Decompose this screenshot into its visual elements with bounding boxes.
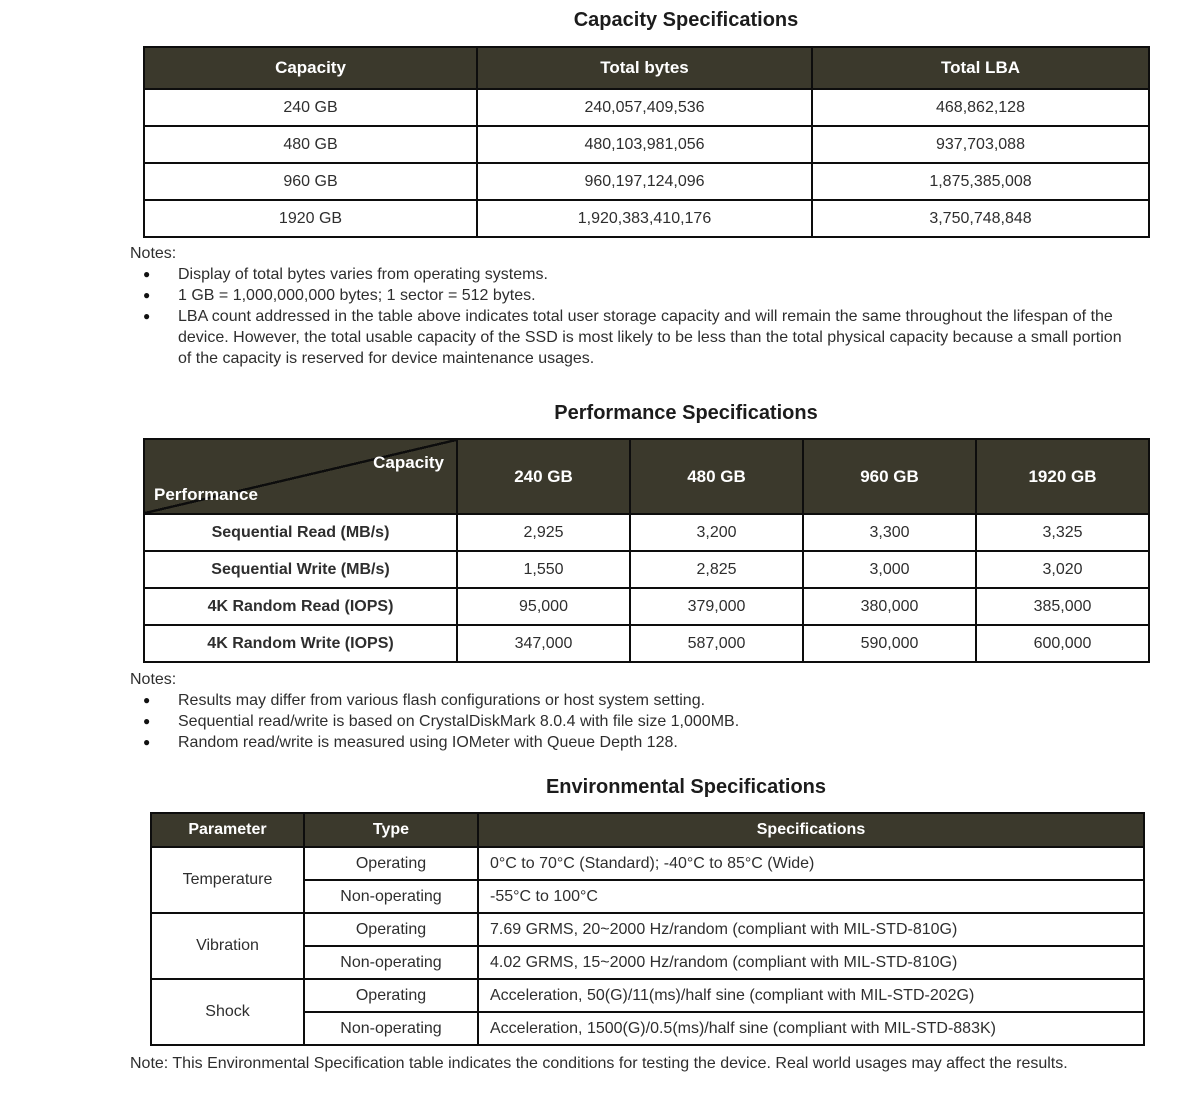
type-cell: Non-operating bbox=[304, 1012, 478, 1045]
type-cell: Non-operating bbox=[304, 880, 478, 913]
capacity-cell: 1920 GB bbox=[144, 200, 477, 237]
bullet-icon: ● bbox=[143, 714, 151, 728]
table-row bbox=[151, 979, 1144, 1012]
note-item bbox=[130, 732, 1132, 753]
spec-cell: Acceleration, 1500(G)/0.5(ms)/half sine (compliant with MIL-STD-883K) bbox=[478, 1012, 1144, 1045]
spec-cell: -55°C to 100°C bbox=[478, 880, 1144, 913]
diagonal-header-cell bbox=[144, 439, 457, 514]
col-header-capacity: Capacity bbox=[144, 47, 477, 89]
value-cell: 347,000 bbox=[457, 625, 630, 662]
table-row bbox=[151, 847, 1144, 880]
value-cell: 3,000 bbox=[803, 551, 976, 588]
col-header-1920gb: 1920 GB bbox=[976, 439, 1149, 514]
capacity-cell: 480 GB bbox=[144, 126, 477, 163]
parameter-cell-vibration: Vibration bbox=[151, 913, 304, 979]
value-cell: 379,000 bbox=[630, 588, 803, 625]
note-item bbox=[130, 285, 1132, 306]
type-cell: Operating bbox=[304, 847, 478, 880]
note-text: Display of total bytes varies from operating systems. bbox=[178, 266, 548, 283]
type-cell: Non-operating bbox=[304, 946, 478, 979]
table-row bbox=[144, 163, 1149, 200]
note-item bbox=[130, 711, 1132, 732]
value-cell: 3,300 bbox=[803, 514, 976, 551]
col-header-parameter: Parameter bbox=[151, 813, 304, 847]
capacity-cell: 960 GB bbox=[144, 163, 477, 200]
row-label: 4K Random Write (IOPS) bbox=[144, 625, 457, 662]
capacity-cell: 240 GB bbox=[144, 89, 477, 126]
table-row bbox=[151, 913, 1144, 946]
capacity-table bbox=[143, 46, 1150, 238]
environmental-specs-title: Environmental Specifications bbox=[545, 776, 827, 798]
bullet-icon: ● bbox=[143, 288, 151, 302]
total-lba-cell: 1,875,385,008 bbox=[812, 163, 1149, 200]
spec-cell: 7.69 GRMS, 20~2000 Hz/random (compliant with MIL-STD-810G) bbox=[478, 913, 1144, 946]
value-cell: 3,020 bbox=[976, 551, 1149, 588]
capacity-specs-title: Capacity Specifications bbox=[573, 9, 799, 31]
notes-label: Notes: bbox=[130, 671, 177, 688]
value-cell: 1,550 bbox=[457, 551, 630, 588]
col-header-240gb: 240 GB bbox=[457, 439, 630, 514]
note-text: Results may differ from various flash configurations or host system setting. bbox=[178, 692, 706, 709]
environmental-table bbox=[150, 812, 1145, 1046]
table-row bbox=[144, 588, 1149, 625]
col-header-480gb: 480 GB bbox=[630, 439, 803, 514]
performance-header-row bbox=[144, 439, 1149, 514]
row-label: 4K Random Read (IOPS) bbox=[144, 588, 457, 625]
row-label: Sequential Read (MB/s) bbox=[144, 514, 457, 551]
bullet-icon: ● bbox=[143, 735, 151, 749]
table-row bbox=[144, 625, 1149, 662]
col-header-total-bytes: Total bytes bbox=[477, 47, 812, 89]
note-item bbox=[130, 264, 1132, 285]
total-lba-cell: 468,862,128 bbox=[812, 89, 1149, 126]
environmental-note: Note: This Environmental Specification table indicates the conditions for testing the device. Real world usages may affect the results. bbox=[130, 1055, 1068, 1072]
bullet-icon: ● bbox=[143, 309, 151, 323]
total-bytes-cell: 960,197,124,096 bbox=[477, 163, 812, 200]
table-row bbox=[144, 551, 1149, 588]
capacity-header-row bbox=[144, 47, 1149, 89]
total-lba-cell: 3,750,748,848 bbox=[812, 200, 1149, 237]
performance-table bbox=[143, 438, 1150, 663]
total-bytes-cell: 240,057,409,536 bbox=[477, 89, 812, 126]
total-lba-cell: 937,703,088 bbox=[812, 126, 1149, 163]
note-text: Sequential read/write is based on CrystalDiskMark 8.0.4 with file size 1,000MB. bbox=[178, 713, 740, 730]
environmental-header-row bbox=[151, 813, 1144, 847]
performance-notes bbox=[130, 669, 1132, 753]
value-cell: 385,000 bbox=[976, 588, 1149, 625]
value-cell: 2,825 bbox=[630, 551, 803, 588]
note-text: 1 GB = 1,000,000,000 bytes; 1 sector = 512 bytes. bbox=[178, 287, 536, 304]
value-cell: 380,000 bbox=[803, 588, 976, 625]
performance-specs-title: Performance Specifications bbox=[554, 402, 818, 424]
diagonal-label-performance: Performance bbox=[154, 485, 258, 504]
note-item bbox=[130, 690, 1132, 711]
note-text: LBA count addressed in the table above indicates total user storage capacity and will remain the same throughout the lifespan of the device. However, the total usable capacity of the SSD is most likely to be less than the total physical capacity because a small portion of the capacity is reserved for device maintenance usages. bbox=[178, 308, 1122, 367]
table-row bbox=[144, 514, 1149, 551]
total-bytes-cell: 1,920,383,410,176 bbox=[477, 200, 812, 237]
parameter-cell-temperature: Temperature bbox=[151, 847, 304, 913]
spec-cell: 0°C to 70°C (Standard); -40°C to 85°C (Wide) bbox=[478, 847, 1144, 880]
value-cell: 590,000 bbox=[803, 625, 976, 662]
value-cell: 600,000 bbox=[976, 625, 1149, 662]
row-label: Sequential Write (MB/s) bbox=[144, 551, 457, 588]
col-header-total-lba: Total LBA bbox=[812, 47, 1149, 89]
total-bytes-cell: 480,103,981,056 bbox=[477, 126, 812, 163]
notes-label: Notes: bbox=[130, 245, 177, 262]
spec-cell: 4.02 GRMS, 15~2000 Hz/random (compliant with MIL-STD-810G) bbox=[478, 946, 1144, 979]
col-header-specifications: Specifications bbox=[478, 813, 1144, 847]
spec-cell: Acceleration, 50(G)/11(ms)/half sine (compliant with MIL-STD-202G) bbox=[478, 979, 1144, 1012]
table-row bbox=[144, 89, 1149, 126]
bullet-icon: ● bbox=[143, 267, 151, 281]
type-cell: Operating bbox=[304, 913, 478, 946]
value-cell: 587,000 bbox=[630, 625, 803, 662]
diagonal-label-capacity: Capacity bbox=[373, 453, 444, 472]
table-row bbox=[144, 126, 1149, 163]
type-cell: Operating bbox=[304, 979, 478, 1012]
parameter-cell-shock: Shock bbox=[151, 979, 304, 1045]
bullet-icon: ● bbox=[143, 693, 151, 707]
col-header-type: Type bbox=[304, 813, 478, 847]
note-text: Random read/write is measured using IOMeter with Queue Depth 128. bbox=[178, 734, 678, 751]
value-cell: 2,925 bbox=[457, 514, 630, 551]
table-row bbox=[144, 200, 1149, 237]
capacity-notes bbox=[130, 243, 1132, 369]
value-cell: 3,200 bbox=[630, 514, 803, 551]
value-cell: 95,000 bbox=[457, 588, 630, 625]
col-header-960gb: 960 GB bbox=[803, 439, 976, 514]
note-item bbox=[130, 306, 1132, 369]
value-cell: 3,325 bbox=[976, 514, 1149, 551]
